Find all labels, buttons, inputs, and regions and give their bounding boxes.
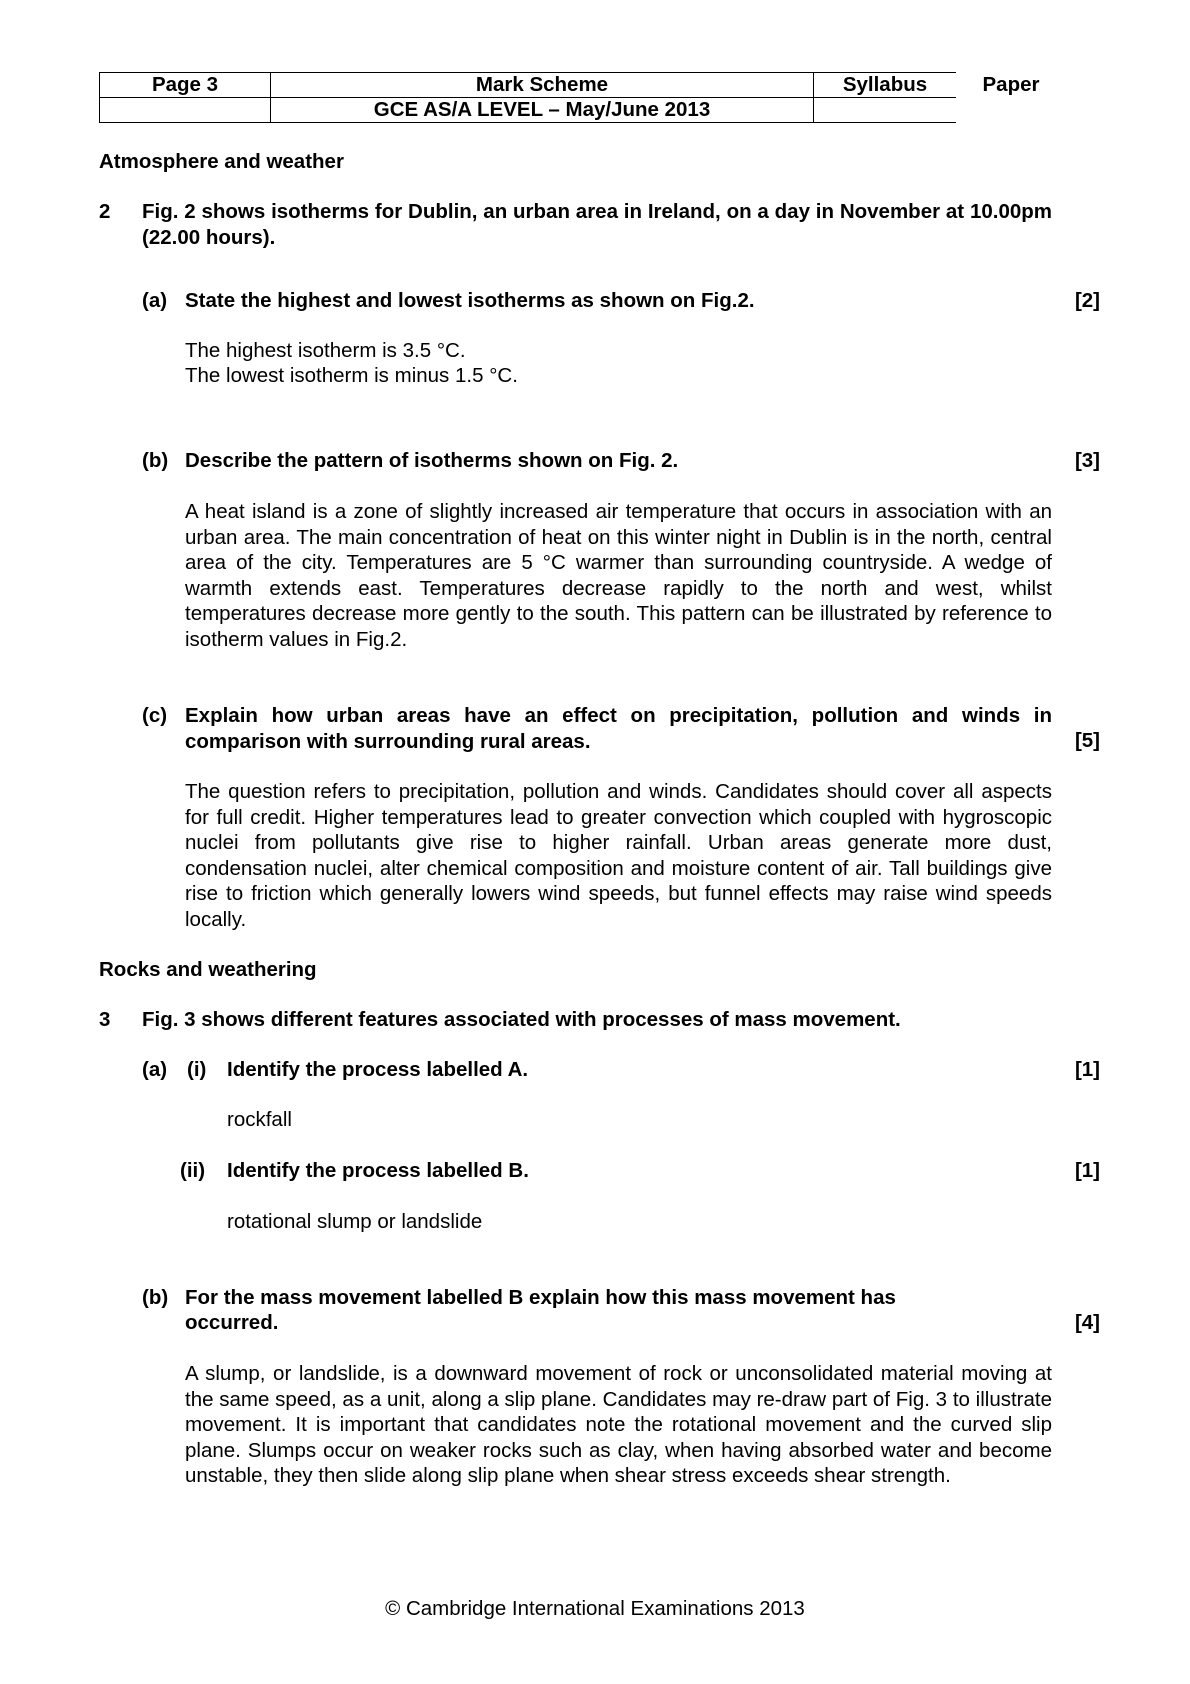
section-title-atmosphere: Atmosphere and weather xyxy=(99,150,344,173)
question-3-stem: Fig. 3 shows different features associated with processes of mass movement. xyxy=(142,1008,901,1031)
question-2c-label: (c) xyxy=(142,704,168,727)
question-3a-i-text: Identify the process labelled A. xyxy=(227,1058,529,1081)
syllabus-heading: Syllabus xyxy=(814,73,957,98)
page-number: Page 3 xyxy=(100,73,271,98)
footer-copyright: © Cambridge International Examinations 2013 xyxy=(385,1597,805,1620)
header-empty-cell xyxy=(100,98,271,123)
mark-scheme-heading: Mark Scheme xyxy=(271,73,814,98)
question-3a-i-label: (i) xyxy=(187,1058,207,1081)
question-3b-label: (b) xyxy=(142,1286,169,1309)
syllabus-code-cell xyxy=(814,98,957,123)
question-2c-text: Explain how urban areas have an effect on precipitation, pollution and winds in comparison with surrounding rural areas. xyxy=(185,704,1052,753)
question-2b-text: Describe the pattern of isotherms shown on Fig. 2. xyxy=(185,449,679,472)
paper-code-cell xyxy=(956,98,1067,123)
paper-heading: Paper xyxy=(982,73,1040,96)
section-title-rocks: Rocks and weathering xyxy=(99,958,317,981)
answer-3a-ii: rotational slump or landslide xyxy=(227,1210,483,1233)
answer-3a-i: rockfall xyxy=(227,1108,292,1131)
question-3b-text-line1: For the mass movement labelled B explain how this mass movement has xyxy=(185,1286,896,1309)
question-3a-ii-text: Identify the process labelled B. xyxy=(227,1159,529,1182)
question-2c-marks: [5] xyxy=(1074,729,1100,752)
question-3a-ii-label: (ii) xyxy=(180,1159,206,1182)
question-3b-marks: [4] xyxy=(1074,1311,1100,1334)
question-2a-marks: [2] xyxy=(1074,289,1100,312)
question-2a-label: (a) xyxy=(142,289,168,312)
question-2-stem: Fig. 2 shows isotherms for Dublin, an urban area in Ireland, on a day in November at 10.00pm (22.00 hours). xyxy=(142,200,1052,249)
question-3b-text-line2: occurred. xyxy=(185,1311,279,1334)
question-3-number: 3 xyxy=(99,1008,111,1031)
answer-2a-line2: The lowest isotherm is minus 1.5 °C. xyxy=(185,364,518,387)
question-2-number: 2 xyxy=(99,200,111,223)
answer-3b: A slump, or landslide, is a downward movement of rock or unconsolidated material moving at the same speed, as a unit, along a slip plane. Candidates may re-draw part of Fig. 3 to illustrate movement. It is important that candidates note the rotational movement and the curved slip plane. Slumps occur on weaker rocks such as clay, when having absorbed water and become unstable, they then slide along slip plane when shear stress exceeds shear strength. xyxy=(185,1362,1052,1487)
header-table xyxy=(99,72,1067,123)
answer-2b: A heat island is a zone of slightly increased air temperature that occurs in association with an urban area. The main concentration of heat on this winter night in Dublin is in the north, central area of the city. Temperatures are 5 °C warmer than surrounding countryside. A wedge of warmth extends east. Temperatures decrease rapidly to the north and west, whilst temperatures decrease more gently to the south. This pattern can be illustrated by reference to isotherm values in Fig.2. xyxy=(185,500,1052,651)
question-2b-label: (b) xyxy=(142,449,169,472)
question-3a-ii-marks: [1] xyxy=(1074,1159,1100,1182)
question-3a-i-marks: [1] xyxy=(1074,1058,1100,1081)
answer-2a-line1: The highest isotherm is 3.5 °C. xyxy=(185,339,466,362)
question-3a-label: (a) xyxy=(142,1058,168,1081)
exam-session: GCE AS/A LEVEL – May/June 2013 xyxy=(271,98,814,123)
question-2a-text: State the highest and lowest isotherms as shown on Fig.2. xyxy=(185,289,755,312)
question-2b-marks: [3] xyxy=(1074,449,1100,472)
answer-2c: The question refers to precipitation, pollution and winds. Candidates should cover all aspects for full credit. Higher temperatures lead to greater convection which coupled with hygroscopic nuclei from pollutants give rise to higher rainfall. Urban areas generate more dust, condensation nuclei, alter chemical composition and moisture content of air. Tall buildings give rise to friction which generally lowers wind speeds, but funnel effects may raise wind speeds locally. xyxy=(185,780,1052,931)
